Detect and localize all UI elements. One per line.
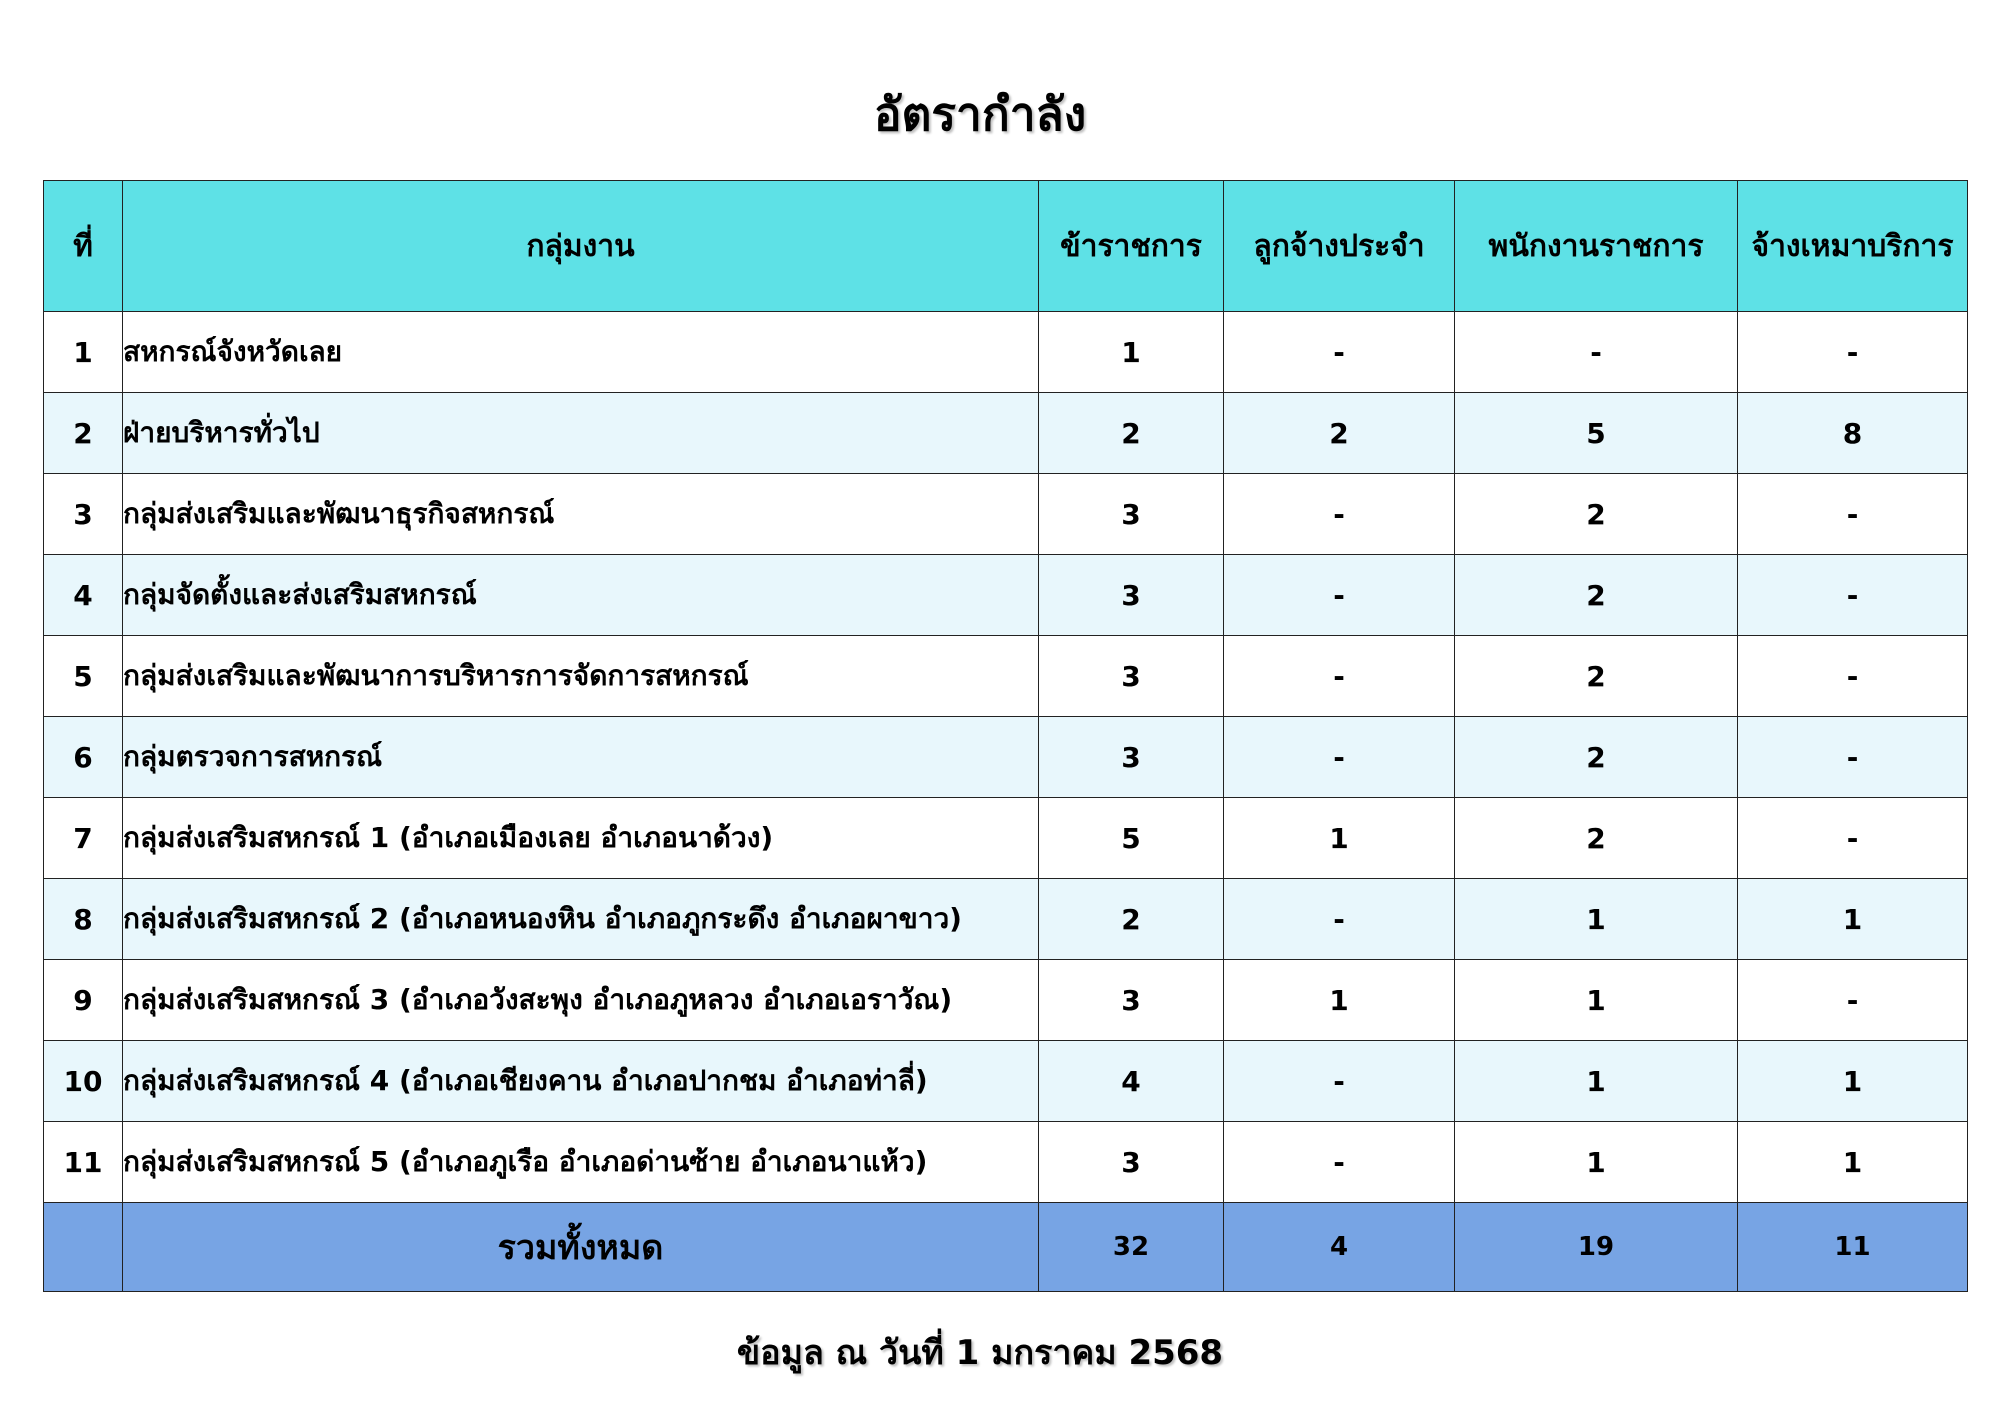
row-government-employees: 1 bbox=[1455, 1041, 1738, 1122]
row-civil-servants: 4 bbox=[1039, 1041, 1224, 1122]
row-group-name: กลุ่มส่งเสริมสหกรณ์ 1 (อำเภอเมืองเลย อำเภอนาด้วง) bbox=[123, 798, 1039, 879]
total-gov: 19 bbox=[1455, 1203, 1738, 1292]
row-civil-servants: 1 bbox=[1039, 312, 1224, 393]
row-government-employees: 2 bbox=[1455, 474, 1738, 555]
row-government-employees: 1 bbox=[1455, 1122, 1738, 1203]
row-contract-services: 1 bbox=[1738, 1041, 1968, 1122]
header-civil-servants: ข้าราชการ bbox=[1039, 181, 1224, 312]
row-government-employees: 2 bbox=[1455, 555, 1738, 636]
row-no: 6 bbox=[44, 717, 123, 798]
row-no: 7 bbox=[44, 798, 123, 879]
row-contract-services: - bbox=[1738, 312, 1968, 393]
total-civil: 32 bbox=[1039, 1203, 1224, 1292]
row-contract-services: - bbox=[1738, 717, 1968, 798]
row-group-name: กลุ่มจัดตั้งและส่งเสริมสหกรณ์ bbox=[123, 555, 1039, 636]
total-permanent: 4 bbox=[1224, 1203, 1455, 1292]
row-civil-servants: 3 bbox=[1039, 717, 1224, 798]
row-group-name: กลุ่มตรวจการสหกรณ์ bbox=[123, 717, 1039, 798]
row-contract-services: - bbox=[1738, 636, 1968, 717]
row-government-employees: - bbox=[1455, 312, 1738, 393]
table-row bbox=[44, 555, 1968, 636]
row-no: 11 bbox=[44, 1122, 123, 1203]
data-date-note: ข้อมูล ณ วันที่ 1 มกราคม 2568 bbox=[736, 1333, 1224, 1373]
table-row bbox=[44, 798, 1968, 879]
row-permanent-employees: - bbox=[1224, 1041, 1455, 1122]
total-contract: 11 bbox=[1738, 1203, 1968, 1292]
row-contract-services: 1 bbox=[1738, 1122, 1968, 1203]
total-no-cell bbox=[44, 1203, 123, 1292]
table-row bbox=[44, 636, 1968, 717]
row-permanent-employees: 2 bbox=[1224, 393, 1455, 474]
row-group-name: กลุ่มส่งเสริมสหกรณ์ 4 (อำเภอเชียงคาน อำเภอปากชม อำเภอท่าลี่) bbox=[123, 1041, 1039, 1122]
total-row bbox=[44, 1203, 1968, 1292]
header-government-employees: พนักงานราชการ bbox=[1455, 181, 1738, 312]
row-permanent-employees: 1 bbox=[1224, 798, 1455, 879]
row-permanent-employees: - bbox=[1224, 879, 1455, 960]
row-no: 3 bbox=[44, 474, 123, 555]
row-group-name: ฝ่ายบริหารทั่วไป bbox=[123, 393, 1039, 474]
staffing-table bbox=[43, 180, 1968, 1292]
row-government-employees: 1 bbox=[1455, 879, 1738, 960]
row-contract-services: - bbox=[1738, 474, 1968, 555]
row-no: 2 bbox=[44, 393, 123, 474]
row-permanent-employees: - bbox=[1224, 312, 1455, 393]
row-contract-services: - bbox=[1738, 960, 1968, 1041]
row-contract-services: 1 bbox=[1738, 879, 1968, 960]
row-contract-services: 8 bbox=[1738, 393, 1968, 474]
row-civil-servants: 3 bbox=[1039, 1122, 1224, 1203]
row-permanent-employees: - bbox=[1224, 717, 1455, 798]
table-row bbox=[44, 474, 1968, 555]
row-contract-services: - bbox=[1738, 555, 1968, 636]
table-row bbox=[44, 312, 1968, 393]
row-civil-servants: 3 bbox=[1039, 960, 1224, 1041]
row-no: 10 bbox=[44, 1041, 123, 1122]
row-group-name: กลุ่มส่งเสริมสหกรณ์ 2 (อำเภอหนองหิน อำเภอภูกระดึง อำเภอผาขาว) bbox=[123, 879, 1039, 960]
row-civil-servants: 3 bbox=[1039, 474, 1224, 555]
row-government-employees: 2 bbox=[1455, 636, 1738, 717]
row-group-name: กลุ่มส่งเสริมสหกรณ์ 5 (อำเภอภูเรือ อำเภอด่านซ้าย อำเภอนาแห้ว) bbox=[123, 1122, 1039, 1203]
header-group: กลุ่มงาน bbox=[123, 181, 1039, 312]
row-group-name: กลุ่มส่งเสริมสหกรณ์ 3 (อำเภอวังสะพุง อำเภอภูหลวง อำเภอเอราวัณ) bbox=[123, 960, 1039, 1041]
table-body bbox=[44, 312, 1968, 1203]
total-label: รวมทั้งหมด bbox=[123, 1203, 1039, 1292]
table-row bbox=[44, 717, 1968, 798]
row-group-name: กลุ่มส่งเสริมและพัฒนาการบริหารการจัดการสหกรณ์ bbox=[123, 636, 1039, 717]
header-permanent-employees: ลูกจ้างประจำ bbox=[1224, 181, 1455, 312]
row-permanent-employees: - bbox=[1224, 555, 1455, 636]
row-no: 4 bbox=[44, 555, 123, 636]
row-permanent-employees: 1 bbox=[1224, 960, 1455, 1041]
page-title: อัตรากำลัง bbox=[873, 87, 1087, 141]
row-government-employees: 5 bbox=[1455, 393, 1738, 474]
row-no: 8 bbox=[44, 879, 123, 960]
row-government-employees: 2 bbox=[1455, 717, 1738, 798]
row-no: 5 bbox=[44, 636, 123, 717]
table-row bbox=[44, 879, 1968, 960]
table-row bbox=[44, 1041, 1968, 1122]
header-no: ที่ bbox=[44, 181, 123, 312]
row-civil-servants: 2 bbox=[1039, 879, 1224, 960]
table-row bbox=[44, 1122, 1968, 1203]
row-civil-servants: 3 bbox=[1039, 555, 1224, 636]
row-civil-servants: 3 bbox=[1039, 636, 1224, 717]
row-permanent-employees: - bbox=[1224, 636, 1455, 717]
row-civil-servants: 2 bbox=[1039, 393, 1224, 474]
header-row bbox=[44, 181, 1968, 312]
row-no: 9 bbox=[44, 960, 123, 1041]
row-contract-services: - bbox=[1738, 798, 1968, 879]
row-permanent-employees: - bbox=[1224, 474, 1455, 555]
table-row bbox=[44, 393, 1968, 474]
row-government-employees: 1 bbox=[1455, 960, 1738, 1041]
row-group-name: สหกรณ์จังหวัดเลย bbox=[123, 312, 1039, 393]
row-civil-servants: 5 bbox=[1039, 798, 1224, 879]
row-permanent-employees: - bbox=[1224, 1122, 1455, 1203]
row-no: 1 bbox=[44, 312, 123, 393]
row-government-employees: 2 bbox=[1455, 798, 1738, 879]
table-row bbox=[44, 960, 1968, 1041]
row-group-name: กลุ่มส่งเสริมและพัฒนาธุรกิจสหกรณ์ bbox=[123, 474, 1039, 555]
header-contract-services: จ้างเหมาบริการ bbox=[1738, 181, 1968, 312]
